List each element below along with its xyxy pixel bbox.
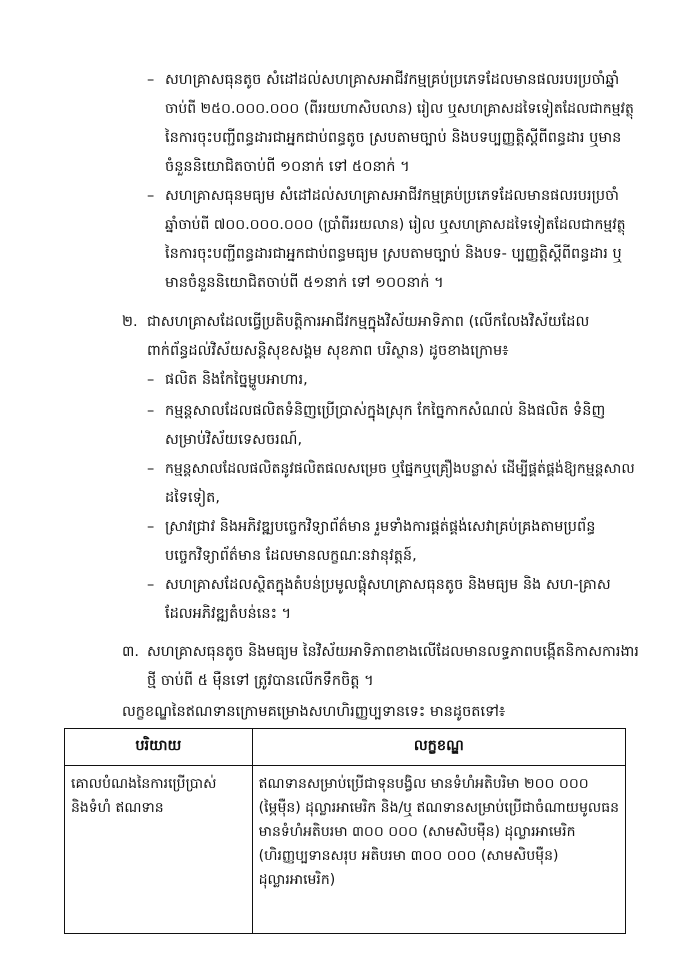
dash-bullet: –: [147, 461, 155, 477]
cell-line: ដុល្លារអាមេរិក): [258, 872, 336, 888]
bullet2-line3: នៃការចុះបញ្ជីពន្ធដារជាអ្នកជាប់ពន្ធមធ្យម ស្របតាមច្បាប់ និងបទ- ប្បញ្ញត្តិស្តីពីពន្ធដារ ឬ: [165, 246, 622, 262]
section3-line2: ថ្មី ចាប់ពី ៥ ម៉ឺនទៅ ត្រូវបានលើកទឹកចិត្ត ។: [147, 673, 374, 689]
s2-bullet5-line1: សហគ្រាសដែលស្ថិតក្នុងតំបន់ប្រមូលផ្តុំសហគ្រាសធុនតូច និងមធ្យម និង សហ-គ្រាស: [165, 577, 611, 593]
dash-bullet: –: [147, 519, 155, 535]
section2-line2: ពាក់ព័ន្ធដល់វិស័យសន្តិសុខសង្គម សុខភាព បរិស្ថាន) ដូចខាងក្រោម៖: [147, 343, 509, 359]
cell-line: មានទំហំអតិបរមា ៣០០ ០០០ (សាមសិបម៉ឺន) ដុល្លារអាមេរិក: [258, 824, 576, 840]
bullet2-line1: សហគ្រាសធុនមធ្យម សំដៅដល់សហគ្រាសអាជីវកម្មគ្រប់ប្រភេទដែលមានផលរបរប្រចាំ: [165, 188, 619, 204]
bullet1-line2: ចាប់ពី ២៥០.០០០.០០០ (ពីររយហាសិបលាន) រៀល ឬសហគ្រាសដទៃទៀតដែលជាកម្មវត្ថុ: [165, 101, 634, 117]
dash-bullet: –: [147, 372, 155, 388]
s2-bullet3-line2: ដទៃទៀត,: [165, 490, 220, 506]
s2-bullet2-line1: កម្មន្តសាលដែលផលិតទំនិញប្រើប្រាស់ក្នុងស្រុក កែច្នៃកាកសំណល់ និងផលិត ទំនិញ: [165, 403, 606, 419]
section2-number: ២.: [122, 314, 138, 330]
table-row: [65, 766, 626, 934]
cell-line: (ម្ភៃម៉ឺន) ដុល្លារអាមេរិក និង/ឬ ឥណទានសម្រាប់ប្រើជាចំណាយមូលធន: [258, 800, 619, 816]
section2-line1: ជាសហគ្រាសដែលធ្វើប្រតិបត្តិការអាជីវកម្មក្នុងវិស័យអាទិភាព (លើកលែងវិស័យដែល: [147, 314, 590, 330]
bullet2-line4: មានចំនួននិយោជិតចាប់ពី ៥១នាក់ ទៅ ១០០នាក់ ។: [165, 275, 444, 291]
row-description-cell: [65, 766, 253, 934]
bullet1-line1: សហគ្រាសធុនតូច សំដៅដល់សហគ្រាសអាជីវកម្មគ្រប់ប្រភេទដែលមានផលរបរប្រចាំឆ្នាំ: [165, 72, 620, 88]
cell-line: (ហិរញ្ញប្បទានសរុប អតិបរមា ៣០០ ០០០ (សាមសិបម៉ឺន): [258, 848, 559, 864]
dash-bullet: –: [147, 72, 155, 88]
s2-bullet3-line1: កម្មន្តសាលដែលផលិតនូវផលិតផលសម្រេច ឬផ្នែកឬគ្រឿងបន្លាស់ ដើម្បីផ្គត់ផ្គង់ឱ្យកម្មន្តសាល: [165, 461, 635, 477]
row-conditions-cell: [252, 766, 625, 934]
table-intro: លក្ខខណ្ឌនៃឥណទានក្រោមគម្រោងសហហិរញ្ញប្បទានទេះ មានដូចតទៅ៖: [122, 704, 506, 720]
s2-bullet1-line1: ផលិត និងកែច្នៃម្ហូបអាហារ,: [165, 372, 308, 388]
s2-bullet4-line1: ស្រាវជ្រាវ និងអភិវឌ្ឍបច្ចេកវិទ្យាព័ត៌មាន រួមទាំងការផ្គត់ផ្គង់សេវាគ្រប់គ្រងតាមប្រព័ន្ធ: [165, 519, 596, 535]
bullet1-line4: ចំនួននិយោជិតចាប់ពី ១០នាក់ ទៅ ៥០នាក់ ។: [165, 159, 410, 175]
cell-line: ឥណទានសម្រាប់ប្រើជាទុនបង្វិល មានទំហំអតិបរិមា ២០០ ០០០: [258, 776, 589, 792]
cell-line: គោលបំណងនៃការប្រើប្រាស់: [71, 776, 217, 792]
section3-number: ៣.: [122, 644, 139, 660]
dash-bullet: –: [147, 403, 155, 419]
bullet1-line3: នៃការចុះបញ្ជីពន្ធដារជាអ្នកជាប់ពន្ធតូច ស្របតាមច្បាប់ និងបទប្បញ្ញត្តិស្តីពីពន្ធដារ ឬមាន: [165, 130, 622, 146]
header-conditions: លក្ខខណ្ឌ: [252, 729, 625, 766]
section3-line1: សហគ្រាសធុនតូច និងមធ្យម នៃវិស័យអាទិភាពខាងលើដែលមានលទ្ធភាពបង្កើតនិកាសការងារ: [147, 644, 639, 660]
bullet2-line2: ឆ្នាំចាប់ពី ៧០០.០០០.០០០ (ប្រាំពីររយលាន) រៀល ឬសហគ្រាសដទៃទៀតដែលជាកម្មវត្ថុ: [165, 217, 626, 233]
conditions-table: [64, 728, 626, 934]
s2-bullet4-line2: បច្ចេកវិទ្យាព័ត៌មាន ដែលមានលក្ខណៈនវានុវត្តន៍,: [165, 548, 417, 564]
header-description: បរិយាយ: [65, 729, 253, 766]
dash-bullet: –: [147, 577, 155, 593]
s2-bullet2-line2: សម្រាប់វិស័យទេសចរណ៍,: [165, 432, 303, 448]
dash-bullet: –: [147, 188, 155, 204]
s2-bullet5-line2: ដែលអភិវឌ្ឍតំបន់នេះ ។: [165, 606, 292, 622]
table-header-row: [65, 729, 626, 766]
cell-line: និងទំហំ ឥណទាន: [71, 800, 164, 816]
